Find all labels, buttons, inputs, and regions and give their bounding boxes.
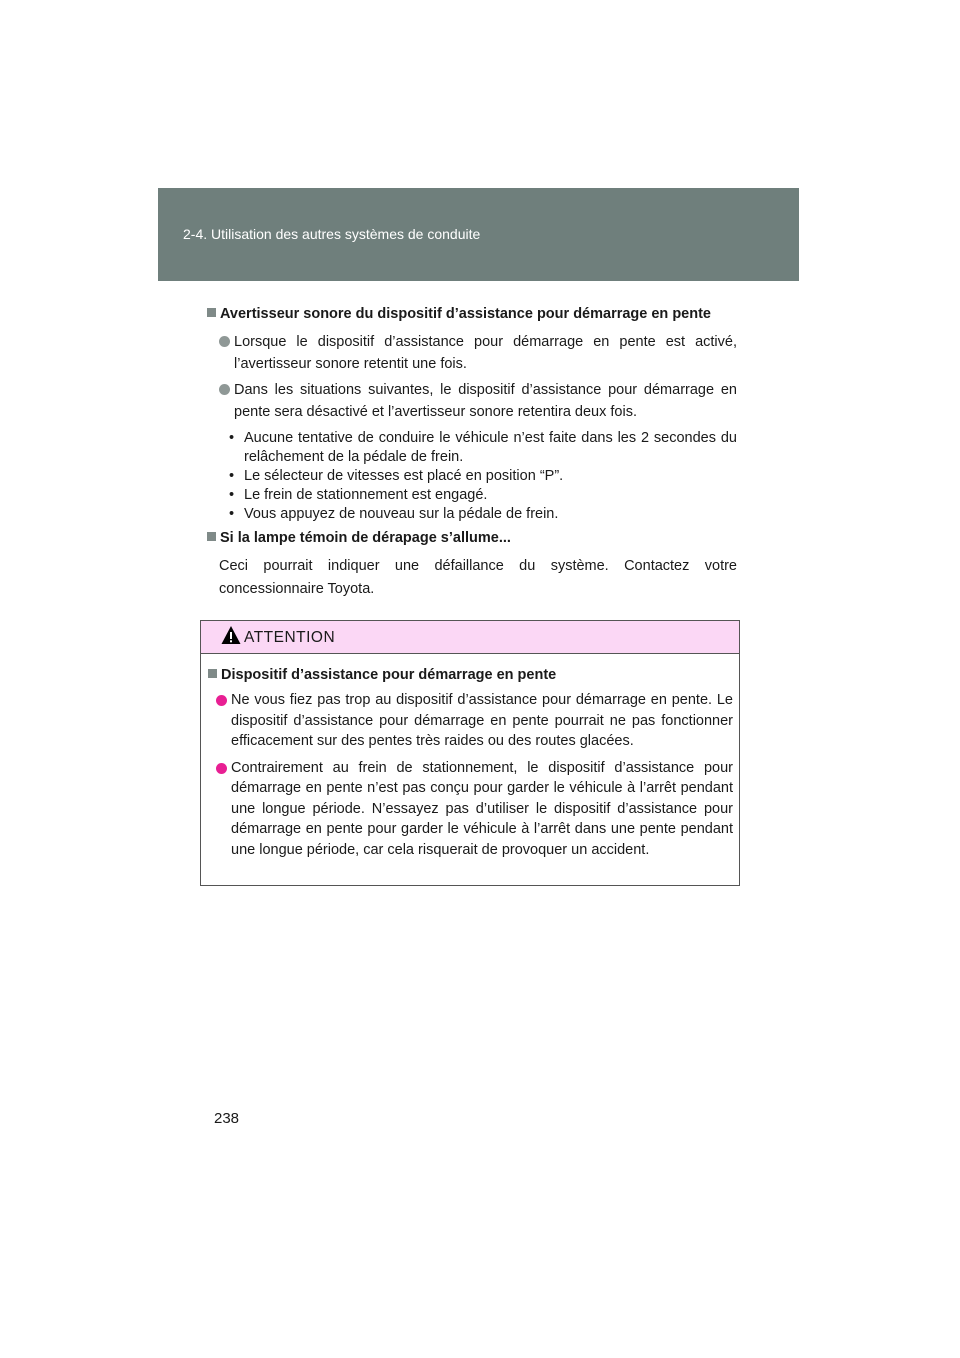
- list-item: [216, 758, 733, 861]
- sub-list-item: [226, 467, 737, 486]
- attention-header: [201, 621, 739, 654]
- square-bullet-icon: [208, 669, 217, 678]
- bullet-text: Lorsque le dispositif d’assistance pour démarrage en pente est activé, l’avertisseur sonore retentit une fois.: [234, 334, 737, 372]
- square-bullet-icon: [207, 308, 216, 317]
- sub-item-text: Aucune tentative de conduire le véhicule n’est faite dans les 2 secondes du relâchement de la pédale de frein.: [244, 430, 737, 465]
- sub-list-item: [226, 429, 737, 467]
- sub-item-text: Vous appuyez de nouveau sur la pédale de frein.: [244, 506, 559, 522]
- heading-text: Avertisseur sonore du dispositif d’assistance pour démarrage en pente: [220, 306, 711, 322]
- sub-list-item: [226, 505, 737, 524]
- circle-bullet-icon: [216, 763, 227, 774]
- section-heading-warning-lamp: [207, 530, 737, 546]
- bullet-text: Dans les situations suivantes, le dispositif d’assistance pour démarrage en pente sera désactivé et l’avertisseur sonore retentira deux fois.: [234, 382, 737, 420]
- sub-bullet: •: [229, 506, 235, 522]
- sub-list-item: [226, 486, 737, 505]
- circle-bullet-icon: [219, 384, 230, 395]
- list-item: [219, 379, 737, 423]
- sub-bullet: •: [229, 487, 235, 503]
- sub-item-text: Le sélecteur de vitesses est placé en position “P”.: [244, 468, 564, 484]
- circle-bullet-icon: [216, 695, 227, 706]
- section-title: 2-4. Utilisation des autres systèmes de conduite: [183, 226, 481, 242]
- warning-triangle-icon: [221, 625, 241, 645]
- page-number: 238: [214, 1110, 240, 1127]
- sub-list: [226, 429, 737, 524]
- square-bullet-icon: [207, 532, 216, 541]
- sub-item-text: Le frein de stationnement est engagé.: [244, 487, 488, 503]
- heading-text: Si la lampe témoin de dérapage s’allume...: [220, 530, 511, 546]
- heading-text: Dispositif d’assistance pour démarrage en pente: [221, 667, 557, 683]
- circle-bullet-icon: [219, 336, 230, 347]
- list-item: [216, 690, 733, 752]
- section-heading-beeper: [207, 306, 737, 322]
- bullet-text: Ne vous fiez pas trop au dispositif d’assistance pour démarrage en pente. Le dispositif d’assistance pour démarrage en pente pourrait ne pas fonctionner efficacement sur des pentes très raides ou des routes glacées.: [231, 692, 733, 749]
- attention-heading: [208, 667, 733, 683]
- section-header-bar: [158, 188, 799, 281]
- attention-body: [201, 654, 739, 860]
- paragraph: Ceci pourrait indiquer une défaillance du système. Contactez votre concessionnaire Toyota.: [219, 558, 737, 597]
- sub-bullet: •: [229, 430, 235, 446]
- attention-label: ATTENTION: [244, 629, 336, 646]
- bullet-text: Contrairement au frein de stationnement, le dispositif d’assistance pour démarrage en pente n’est pas conçu pour garder le véhicule à l’arrêt pendant une longue période. N’essayez pas d’utiliser le dispositif d’assistance pour démarrage en pente pour garder le véhicule à l’arrêt dans une pente pendant une longue période, car cela risquerait de provoquer un accident.: [231, 759, 733, 858]
- main-content: [207, 306, 737, 601]
- sub-bullet: •: [229, 468, 235, 484]
- attention-box: [200, 620, 740, 886]
- list-item: [219, 331, 737, 375]
